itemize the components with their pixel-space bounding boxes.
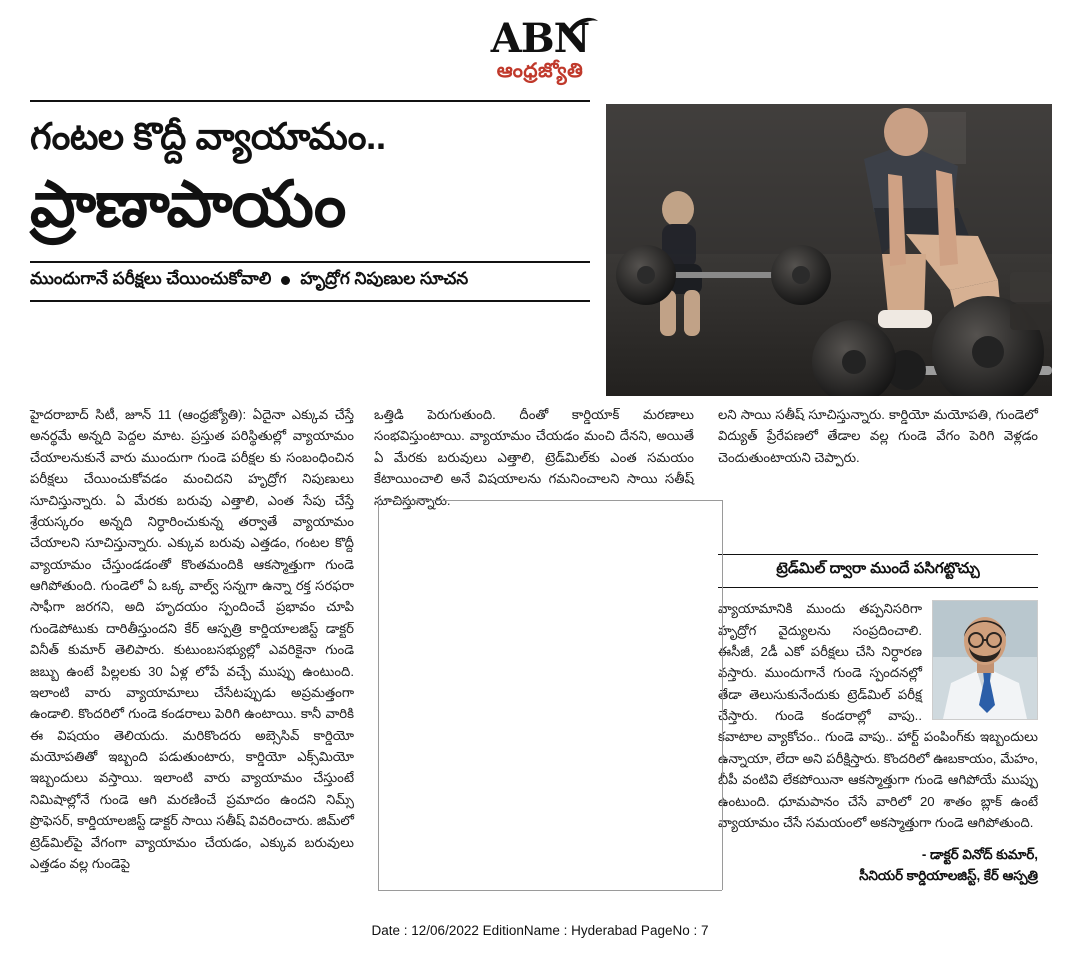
headline-top-rule [30,100,590,102]
subheadline-left: ముందుగానే పరీక్షలు చేయించుకోవాలి [30,268,272,288]
logo-subtitle: ఆంధ్రజ్యోతి [496,60,584,82]
column-1 [30,404,368,894]
sidebar-text: వ్యాయామానికి ముందు తప్పనిసరిగా హృద్రోగ వైద్యులను సంప్రదించాలి. ఈసీజీ, 2డీ ఎకో పరీక్షలు చేసి నిర్ధారణ వస్తారు. ముందుగానే గుండె స్పందనల్లో తేడా తెలుసుకునేందుకు ట్రెడ్‌మిల్ పరీక్ష చేస్తారు. గుండె కండరాల్లో వాపు.. కవాటాల వ్యాకోచం.. గుండె వాపు.. హార్ట్ పంపింగ్‌కు ఇబ్బందులు ఉన్నాయా, లేదా అని పరీక్షిస్తారు. కొందరిలో ఊబకాయం, మేహం, బీపీ వంటివి లేకపోయినా ఆకస్మాత్తుగా గుండె ఆగిపోయే ముప్పు ఉంటుంది. ధూమపానం చేసే వారిలో 20 శాతం బ్లాక్ ఉంటే వ్యాయామం చేసే సమయంలో అకస్మాత్తుగా గుండె ఆగిపోతుంది. [718,601,1038,830]
sidebar-box [718,554,1038,887]
column-2-bottom-rule [378,890,722,891]
doctor-portrait [932,600,1038,720]
abn-logo [490,15,590,82]
column-2 [368,404,708,894]
column-divider-1 [378,500,379,890]
column-3 [708,404,1052,894]
bullet-dot-icon [281,276,290,285]
swoosh-icon [565,15,599,37]
column-3-text: లని సాయి సతీష్ సూచిస్తున్నారు. కార్డియో మయోపతి, గుండెలో విద్యుత్ ప్రేరేపణలో తేడాల వల్ల గుండె వేగం పెరిగి వెళ్లడం చెందుతుంటాయని చెప్పారు. [718,407,1038,465]
headline-line-2: ప్రాణాపాయం [30,167,346,240]
page-footer: Date : 12/06/2022 EditionName : Hyderabad PageNo : 7 [371,923,709,938]
subheadline-right: హృద్రోగ నిపుణుల సూచన [300,268,469,288]
portrait-illustration [933,601,1037,719]
logo-text: ABN [490,15,590,62]
sidebar-title: ట్రెడ్‌మిల్ ద్వారా ముందే పసిగట్టొచ్చు [718,554,1038,588]
headline-block [30,100,590,302]
byline-title: సీనియర్ కార్డియాలజిస్ట్, కేర్ ఆస్పత్రి [859,868,1038,884]
column-2-text: ఒత్తిడి పెరుగుతుంది. దీంతో కార్డియాక్ మరణాలు సంభవిస్తుంటాయి. వ్యాయామం చేయడం మంచి దేనని, అయితే ఏ మేరకు బరువులు ఎత్తాలి, ట్రెడ్‌మిల్‌కు ఎంత సమయం కేటాయించాలి అనే విషయాలను గమనించాలని సాయి సతీష్ సూచిస్తున్నారు. [374,407,694,508]
subheadline-bar [30,261,590,302]
headline-line-1: గంటల కొద్దీ వ్యాయామం.. [30,116,386,157]
column-2-top-rule [378,500,722,501]
masthead [0,0,1080,92]
column-divider-2 [722,500,723,890]
byline-name: - డాక్టర్ వినోద్ కుమార్, [921,847,1038,863]
article-body [30,404,1052,894]
gym-photo-illustration [606,104,1052,396]
column-1-text: హైదరాబాద్ సిటీ, జూన్ 11 (ఆంధ్రజ్యోతి): ఏదైనా ఎక్కువ చేస్తే అనర్థమే అన్నది పెద్దల మాట. ప్రస్తుత పరిస్థితుల్లో వ్యాయామం చేయాలనుకునే వారు ముందుగా గుండె పరీక్షల కు సంబంధించిన పరీక్షలు చేయించుకోవడం మంచిదని హృద్రోగ నిపుణులు సూచిస్తున్నారు. ఏ మేరకు బరువు ఎత్తాలి, ఎంత సేపు చేస్తే శ్రేయస్కరం అన్నది నిర్ధారించుకున్న తర్వాతే వ్యాయామం చేయాలని సూచిస్తున్నారు. ఎక్కువ బరువు ఎత్తడం, గంటల కొద్దీ వ్యాయామం చేస్తుండడంతో కొంతమందికి ఆకస్మాత్తుగా గుండె ఆగిపోతుంది. గుండెలో ఏ ఒక్క వాల్వ్ సన్నగా ఉన్నా రక్త సరఫరా సాఫీగా జరగని, అది హృదయం స్పందించే ప్రభావం చూపి గుండెపోటుకు దారితీస్తుందని కేర్ ఆస్పత్రి కార్డియాలజిస్ట్ డాక్టర్ వినీత్ కుమార్ తెలిపారు. కుటుంబసభ్యుల్లో ఎవరికైనా గుండె జబ్బు ఉంటే పిల్లలకు 30 ఏళ్ల లోపే వచ్చే ముప్పు ఉంటుంది. ఇలాంటి వారు వ్యాయామాలు చేసేటప్పుడు అప్రమత్తంగా ఉండాలి. కొందరిలో గుండె కండరాలు పెరిగి ఉంటాయి. కానీ వారికి ఈ విషయం తెలియదు. మరికొందరు అబ్సెసివ్ కార్డియో మయోపతితో ఇబ్బంది పడుతుంటారు, కార్డియో ఎక్స్‌మియో ఇబ్బందులు వస్తాయి. ఇలాంటి వారు వ్యాయామం చేస్తుంటే నిమిషాల్లోనే గుండె ఆగి మరణించే ప్రమాదం ఉందని నిమ్స్ ప్రొఫెసర్, కార్డియాలజిస్ట్ డాక్టర్ సాయి సతీష్ వివరించారు. జిమ్‌లో ట్రెడ్‌మిల్‌పై వేగంగా వ్యాయామం చేయడం, ఎక్కువ బరువులు ఎత్తడం వల్ల గుండెపై [30,407,354,871]
sidebar-byline [718,845,1038,887]
article-photo [606,104,1052,396]
